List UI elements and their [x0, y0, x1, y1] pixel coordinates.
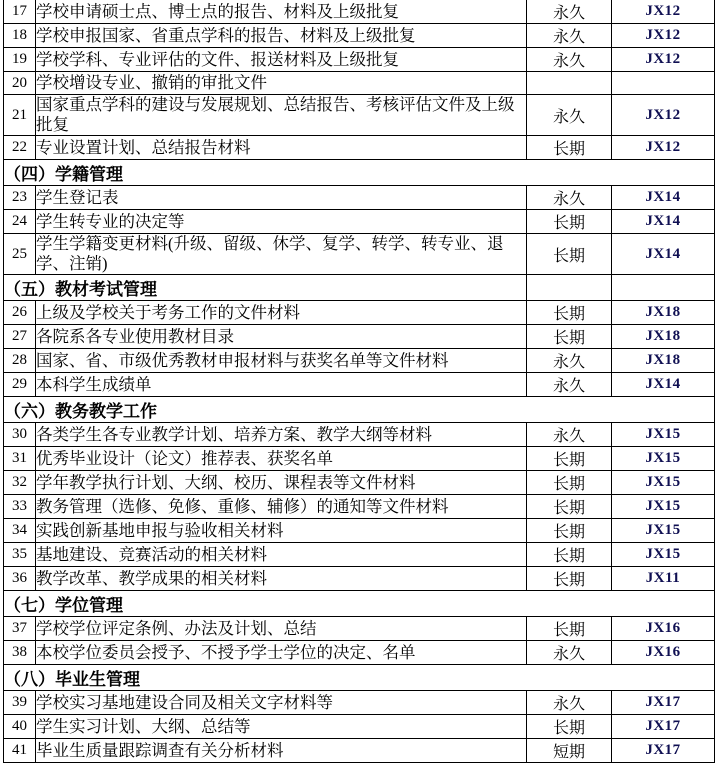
- archive-code-cell-empty: [612, 275, 715, 301]
- retention-period-cell: 永久: [527, 24, 612, 48]
- archive-code-cell: JX14: [612, 186, 715, 210]
- row-description: 本科学生成绩单: [36, 373, 527, 397]
- archive-code-cell: JX11: [612, 567, 715, 591]
- section-header-label: （六）教务教学工作: [4, 397, 715, 423]
- row-number: 22: [4, 136, 36, 160]
- row-description: 学年教学执行计划、大纲、校历、课程表等文件材料: [36, 471, 527, 495]
- table-row: [4, 186, 715, 210]
- archive-code-cell: JX16: [612, 641, 715, 665]
- retention-period-cell: 长期: [527, 447, 612, 471]
- retention-period-cell: 长期: [527, 495, 612, 519]
- table-row: [4, 234, 715, 275]
- archive-code-cell: JX14: [612, 373, 715, 397]
- retention-period-cell: 永久: [527, 423, 612, 447]
- retention-period-cell: 短期: [527, 739, 612, 763]
- archive-code-cell: JX15: [612, 495, 715, 519]
- row-description: 学生学籍变更材料(升级、留级、休学、复学、转学、转专业、退学、注销): [36, 234, 527, 275]
- retention-period-cell: 永久: [527, 691, 612, 715]
- row-description: 学校申报国家、省重点学科的报告、材料及上级批复: [36, 24, 527, 48]
- row-description: 教学改革、教学成果的相关材料: [36, 567, 527, 591]
- section-header-label: （五）教材考试管理: [4, 275, 527, 301]
- row-description: 学校学位评定条例、办法及计划、总结: [36, 617, 527, 641]
- row-description: 学校申请硕士点、博士点的报告、材料及上级批复: [36, 0, 527, 24]
- table-row: [4, 447, 715, 471]
- row-description: 上级及学校关于考务工作的文件材料: [36, 301, 527, 325]
- archive-code-cell: JX12: [612, 24, 715, 48]
- section-header-label: （七）学位管理: [4, 591, 715, 617]
- archive-code-cell: [612, 72, 715, 95]
- retention-period-cell: 永久: [527, 373, 612, 397]
- archive-code-cell: JX15: [612, 423, 715, 447]
- archive-code-cell: JX15: [612, 519, 715, 543]
- table-row: [4, 373, 715, 397]
- row-number: 35: [4, 543, 36, 567]
- archive-retention-table-body: [4, 0, 715, 763]
- row-number: 24: [4, 210, 36, 234]
- retention-period-cell: 永久: [527, 48, 612, 72]
- section-header-row: [4, 397, 715, 423]
- row-number: 37: [4, 617, 36, 641]
- row-number: 31: [4, 447, 36, 471]
- row-description: 国家重点学科的建设与发展规划、总结报告、考核评估文件及上级批复: [36, 95, 527, 136]
- row-number: 28: [4, 349, 36, 373]
- archive-code-cell: JX14: [612, 210, 715, 234]
- retention-period-cell: 长期: [527, 234, 612, 275]
- archive-code-cell: JX15: [612, 543, 715, 567]
- section-header-row: [4, 591, 715, 617]
- archive-retention-table: [3, 0, 715, 763]
- row-description: 国家、省、市级优秀教材申报材料与获奖名单等文件材料: [36, 349, 527, 373]
- section-header-row: [4, 275, 715, 301]
- table-row: [4, 543, 715, 567]
- row-description: 本校学位委员会授予、不授予学士学位的决定、名单: [36, 641, 527, 665]
- section-header-label: （四）学籍管理: [4, 160, 715, 186]
- archive-code-cell: JX17: [612, 691, 715, 715]
- retention-period-cell: 永久: [527, 349, 612, 373]
- archive-code-cell: JX18: [612, 325, 715, 349]
- table-row: [4, 567, 715, 591]
- row-number: 19: [4, 48, 36, 72]
- row-number: 17: [4, 0, 36, 24]
- retention-period-cell: 永久: [527, 95, 612, 136]
- retention-period-cell: 长期: [527, 471, 612, 495]
- table-row: [4, 210, 715, 234]
- row-number: 30: [4, 423, 36, 447]
- section-header-label: （八）毕业生管理: [4, 665, 715, 691]
- row-number: 27: [4, 325, 36, 349]
- retention-period-cell: 长期: [527, 136, 612, 160]
- retention-period-cell-empty: [527, 275, 612, 301]
- row-description: 学校增设专业、撤销的审批文件: [36, 72, 527, 95]
- row-description: 学校实习基地建设合同及相关文字材料等: [36, 691, 527, 715]
- table-row: [4, 24, 715, 48]
- archive-code-cell: JX16: [612, 617, 715, 641]
- retention-period-cell: 永久: [527, 641, 612, 665]
- table-row: [4, 471, 715, 495]
- row-number: 34: [4, 519, 36, 543]
- table-row: [4, 136, 715, 160]
- row-description: 学生实习计划、大纲、总结等: [36, 715, 527, 739]
- table-row: [4, 519, 715, 543]
- archive-code-cell: JX15: [612, 447, 715, 471]
- table-row: [4, 495, 715, 519]
- row-number: 23: [4, 186, 36, 210]
- retention-period-cell: 永久: [527, 0, 612, 24]
- archive-code-cell: JX18: [612, 349, 715, 373]
- row-number: 20: [4, 72, 36, 95]
- table-row: [4, 0, 715, 24]
- table-row: [4, 423, 715, 447]
- retention-period-cell: 长期: [527, 301, 612, 325]
- archive-code-cell: JX12: [612, 0, 715, 24]
- table-row: [4, 739, 715, 763]
- row-number: 39: [4, 691, 36, 715]
- table-row: [4, 301, 715, 325]
- table-row: [4, 48, 715, 72]
- table-row: [4, 325, 715, 349]
- row-description: 学校学科、专业评估的文件、报送材料及上级批复: [36, 48, 527, 72]
- retention-period-cell: 长期: [527, 543, 612, 567]
- row-description: 各类学生各专业教学计划、培养方案、教学大纲等材料: [36, 423, 527, 447]
- row-number: 25: [4, 234, 36, 275]
- row-description: 实践创新基地申报与验收相关材料: [36, 519, 527, 543]
- archive-code-cell: JX17: [612, 739, 715, 763]
- row-description: 各院系各专业使用教材目录: [36, 325, 527, 349]
- row-number: 29: [4, 373, 36, 397]
- table-row: [4, 691, 715, 715]
- table-row: [4, 641, 715, 665]
- row-number: 32: [4, 471, 36, 495]
- row-number: 41: [4, 739, 36, 763]
- row-description: 专业设置计划、总结报告材料: [36, 136, 527, 160]
- section-header-row: [4, 160, 715, 186]
- archive-code-cell: JX12: [612, 48, 715, 72]
- archive-code-cell: JX18: [612, 301, 715, 325]
- retention-period-cell: 长期: [527, 715, 612, 739]
- retention-period-cell: 长期: [527, 325, 612, 349]
- row-description: 学生登记表: [36, 186, 527, 210]
- retention-period-cell: 长期: [527, 519, 612, 543]
- archive-code-cell: JX17: [612, 715, 715, 739]
- table-row: [4, 349, 715, 373]
- retention-period-cell: 永久: [527, 186, 612, 210]
- row-number: 26: [4, 301, 36, 325]
- row-description: 基地建设、竞赛活动的相关材料: [36, 543, 527, 567]
- row-number: 36: [4, 567, 36, 591]
- row-number: 18: [4, 24, 36, 48]
- archive-code-cell: JX12: [612, 95, 715, 136]
- retention-period-cell: 长期: [527, 617, 612, 641]
- archive-code-cell: JX12: [612, 136, 715, 160]
- retention-period-cell: 长期: [527, 210, 612, 234]
- retention-period-cell: 长期: [527, 567, 612, 591]
- row-number: 21: [4, 95, 36, 136]
- row-number: 40: [4, 715, 36, 739]
- row-number: 33: [4, 495, 36, 519]
- row-description: 毕业生质量跟踪调查有关分析材料: [36, 739, 527, 763]
- row-description: 优秀毕业设计（论文）推荐表、获奖名单: [36, 447, 527, 471]
- archive-code-cell: JX15: [612, 471, 715, 495]
- section-header-row: [4, 665, 715, 691]
- row-number: 38: [4, 641, 36, 665]
- row-description: 教务管理（选修、免修、重修、辅修）的通知等文件材料: [36, 495, 527, 519]
- archive-code-cell: JX14: [612, 234, 715, 275]
- table-row: [4, 617, 715, 641]
- retention-period-cell: [527, 72, 612, 95]
- row-description: 学生转专业的决定等: [36, 210, 527, 234]
- table-row: [4, 72, 715, 95]
- table-row: [4, 715, 715, 739]
- table-row: [4, 95, 715, 136]
